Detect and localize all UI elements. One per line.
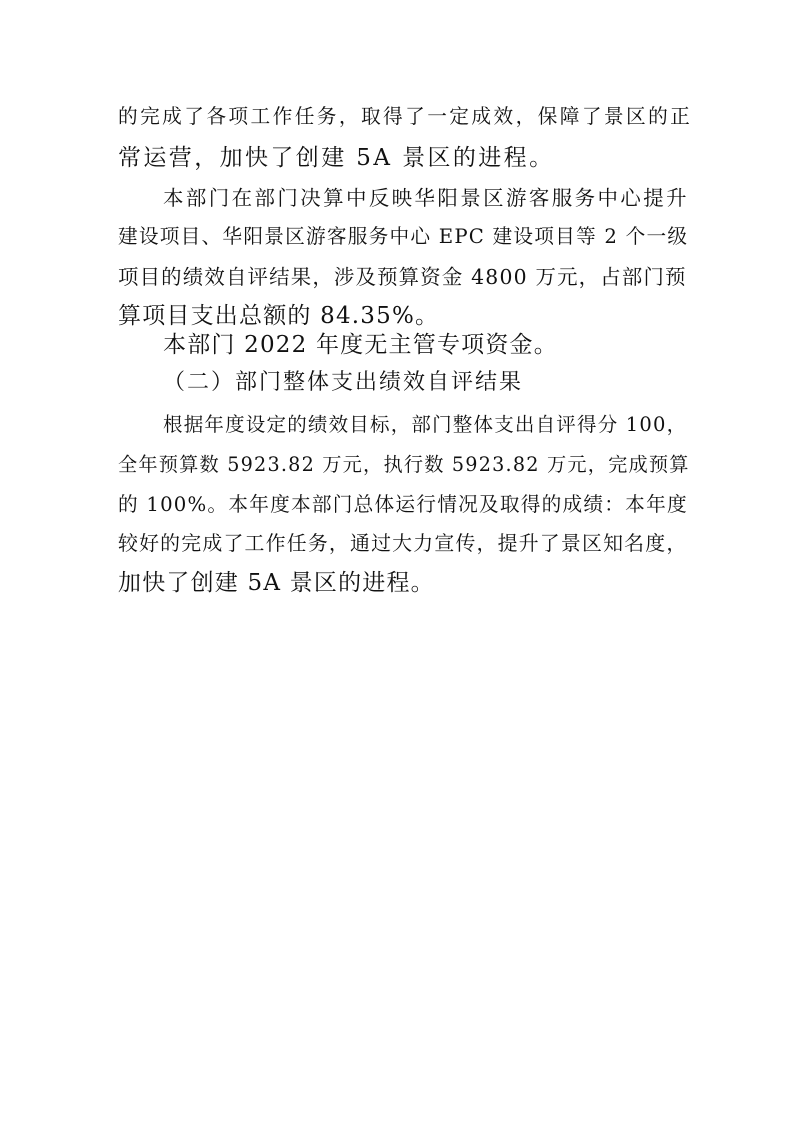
text-line: 的 100%。本年度本部门总体运行情况及取得的成绩：本年度 [118, 493, 688, 516]
text-line: 较好的完成了工作任务，通过大力宣传，提升了景区知名度， [118, 532, 688, 555]
text-line: 全年预算数 5923.82 万元，执行数 5923.82 万元，完成预算 [118, 453, 690, 476]
text-line: 建设项目、华阳景区游客服务中心 EPC 建设项目等 2 个一级 [118, 225, 689, 248]
text-line: 本部门 2022 年度无主管专项资金。 [163, 332, 558, 358]
text-line: 本部门在部门决算中反映华阳景区游客服务中心提升 [163, 186, 689, 210]
text-line: 根据年度设定的绩效目标，部门整体支出自评得分 100， [163, 413, 688, 436]
text-line: 的完成了各项工作任务，取得了一定成效，保障了景区的正 [118, 105, 693, 128]
text-line: 常运营，加快了创建 5A 景区的进程。 [118, 145, 555, 171]
text-line: 加快了创建 5A 景区的进程。 [118, 570, 435, 596]
text-line: 项目的绩效自评结果，涉及预算资金 4800 万元，占部门预 [118, 265, 687, 289]
text-line: 算项目支出总额的 84.35%。 [118, 303, 440, 329]
section-heading: （二）部门整体支出绩效自评结果 [163, 370, 524, 395]
